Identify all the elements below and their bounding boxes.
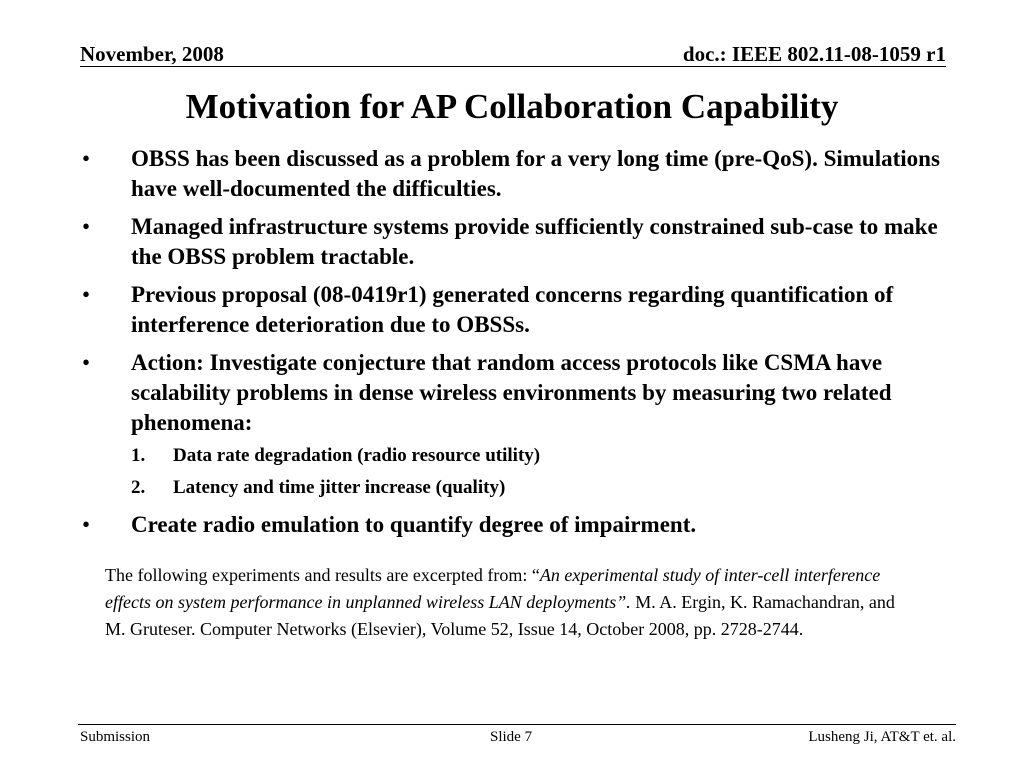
reference-note [105,562,905,643]
reference-intro: The following experiments and results are excerpted from: “ [105,565,540,585]
header-date: November, 2008 [80,42,224,66]
bullet-text: Managed infrastructure systems provide sufficiently constrained sub-case to make the OBSS problem tractable. [131,214,938,269]
bullet-item [80,280,940,340]
bullet-item [80,212,940,272]
numbered-item-text: Data rate degradation (radio resource utility) [173,445,541,466]
numbered-item [80,476,940,500]
bullet-text: Action: Investigate conjecture that random access protocols like CSMA have scalability problems in dense wireless environments by measuring two related phenomena: [131,350,892,435]
bullet-item [80,348,940,438]
slide-body [80,144,940,548]
bullet-text: Create radio emulation to quantify degree of impairment. [131,512,697,537]
reference-paper-title: An experimental study of inter-cell interference effects on system performance in unplanned wireless LAN deployments”. [105,565,881,612]
bullet-icon: • [82,350,91,375]
slide-title: Motivation for AP Collaboration Capability [185,87,839,126]
header-divider [80,66,946,67]
footer-submission: Submission [80,729,151,745]
footer-divider [78,724,956,725]
bullet-icon: • [82,512,91,537]
bullet-text: OBSS has been discussed as a problem for a very long time (pre-QoS). Simulations have well-documented the difficulties. [131,146,940,201]
bullet-text: Previous proposal (08-0419r1) generated concerns regarding quantification of interference deterioration due to OBSSs. [131,282,894,337]
footer-authors: Lusheng Ji, AT&T et. al. [808,729,956,745]
bullet-icon: • [82,146,91,171]
bullet-icon: • [82,214,91,239]
bullet-item [80,144,940,204]
bullet-icon: • [82,282,91,307]
item-number: 2. [131,477,146,498]
footer-slide-number: Slide 7 [490,729,533,745]
reference-citation: M. A. Ergin, K. Ramachandran, and M. Gruteser. Computer Networks (Elsevier), Volume 52, Issue 14, October 2008, pp. 2728-2744. [105,592,895,639]
numbered-item [80,444,940,468]
numbered-item-text: Latency and time jitter increase (quality) [173,477,506,498]
header-doc-id: doc.: IEEE 802.11-08-1059 r1 [682,42,946,66]
bullet-item [80,510,940,540]
item-number: 1. [131,445,146,466]
